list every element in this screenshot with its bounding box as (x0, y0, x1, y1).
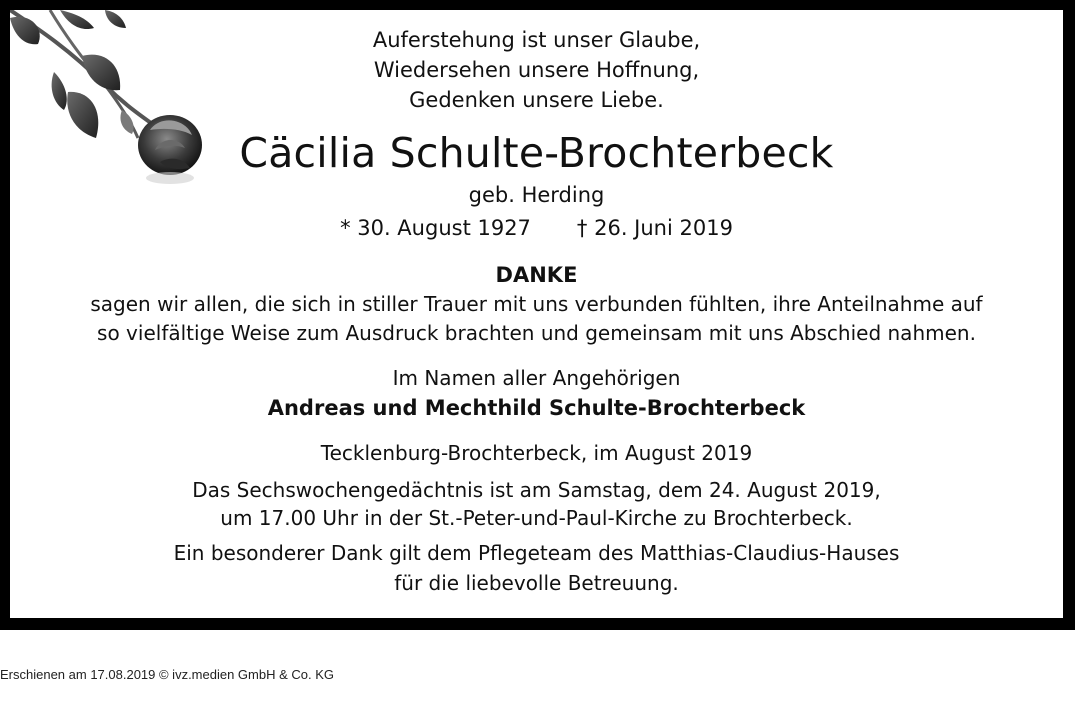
publication-footer: Erschienen am 17.08.2019 © ivz.medien GmbH & Co. KG (0, 667, 335, 682)
thanks-line-1: sagen wir allen, die sich in stiller Trauer mit uns verbunden fühlten, ihre Anteilnahme auf (90, 292, 983, 316)
birth-name: geb. Herding (468, 183, 605, 207)
thanks-line-2: so vielfältige Weise zum Ausdruck brachten und gemeinsam mit uns Abschied nahmen. (97, 321, 976, 345)
obituary-panel (10, 10, 1063, 618)
deceased-name: Cäcilia Schulte-Brochterbeck (239, 129, 834, 177)
special-thanks-line-1: Ein besonderer Dank gilt dem Pflegeteam des Matthias-Claudius-Hauses (173, 541, 900, 565)
memorial-line-1: Das Sechswochengedächtnis ist am Samstag, dem 24. August 2019, (192, 478, 881, 502)
place-date: Tecklenburg-Brochterbeck, im August 2019 (320, 441, 753, 465)
signature-names: Andreas und Mechthild Schulte-Brochterbeck (267, 396, 806, 420)
death-date: † 26. Juni 2019 (576, 216, 733, 240)
special-thanks-line-2: für die liebevolle Betreuung. (394, 571, 679, 595)
birth-date: * 30. August 1927 (340, 216, 531, 240)
poem-line-2: Wiedersehen unsere Hoffnung, (373, 58, 700, 82)
poem-line-3: Gedenken unsere Liebe. (409, 88, 664, 112)
memorial-line-2: um 17.00 Uhr in der St.-Peter-und-Paul-Kirche zu Brochterbeck. (220, 506, 853, 530)
life-dates (10, 216, 1063, 240)
signature-intro: Im Namen aller Angehörigen (392, 366, 681, 390)
thanks-heading: DANKE (495, 263, 578, 287)
poem-line-1: Auferstehung ist unser Glaube, (372, 28, 701, 52)
